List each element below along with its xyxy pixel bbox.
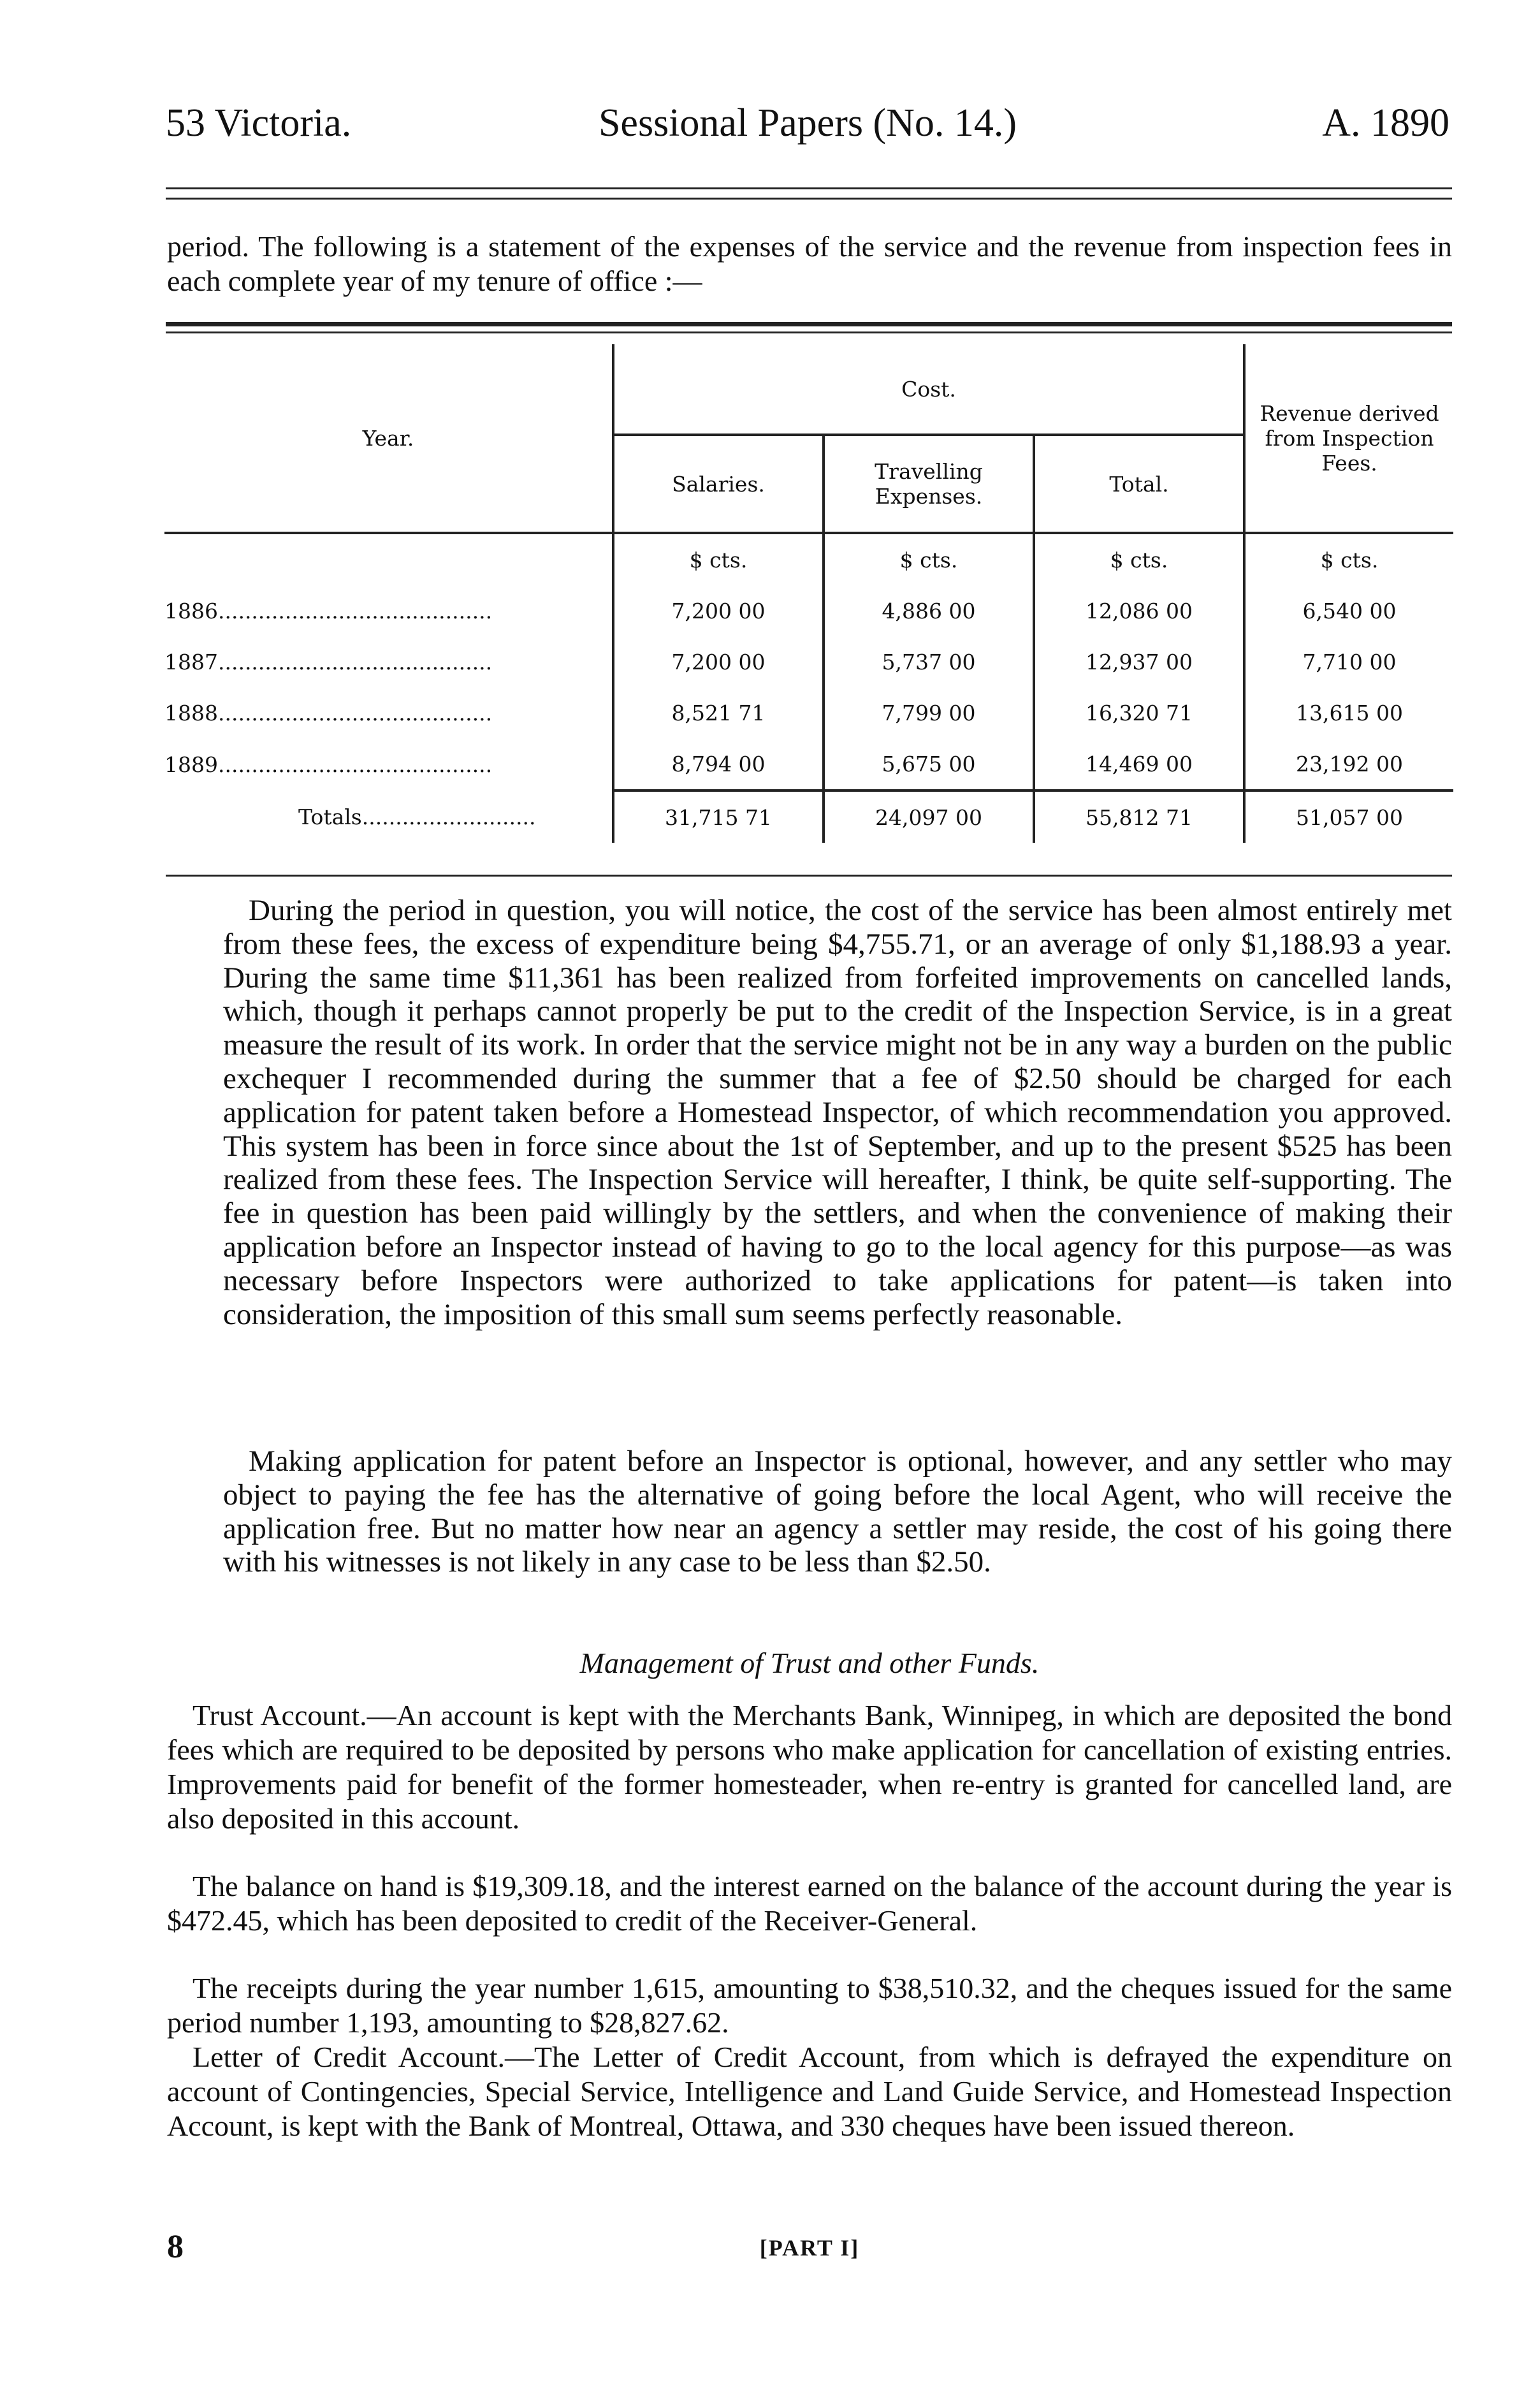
table-row	[164, 687, 1453, 738]
total-column-header: Total.	[1034, 435, 1244, 533]
paragraph-inspection-cost: During the period in question, you will notice, the cost of the service has been almost entirely met from these fees, the excess of expenditure being $4,755.71, or an average of only $1,188.93 a year. During the same time $11,361 has been realized from forfeited improvements on cancelled lands, which, though it perhaps cannot properly be put to the credit of the Inspection Service, is in a great measure the result of its work. In order that the service might not be in any way a burden on the public exchequer I recommended during the summer that a fee of $2.50 should be charged for each application for patent taken before a Homestead Inspector, of which recommendation you approved. This system has been in force since about the 1st of September, and up to the present $525 has been realized from these fees. The Inspection Service will hereafter, I think, be quite self-supporting. The fee in question has been paid willingly by the settlers, and when the convenience of making their application before an Inspector instead of having to go to the local agency for this purpose—as was necessary before Inspectors were authorized to take applications for patent—is taken into consideration, the imposition of this small sum seems perfectly reasonable.	[223, 894, 1452, 1331]
table-row	[164, 636, 1453, 687]
salaries-cell: 7,200 00	[613, 636, 824, 687]
table-bottom-rule	[166, 875, 1452, 877]
totals-label: Totals..........................	[298, 804, 536, 829]
header-rule-top	[166, 187, 1452, 189]
year-cell: 1887.........................................	[164, 649, 493, 674]
totals-salaries: 31,715 71	[613, 790, 824, 843]
year-cell: 1886.........................................	[164, 598, 493, 623]
revenue-cell: 7,710 00	[1244, 636, 1453, 687]
totals-total: 55,812 71	[1034, 790, 1244, 843]
running-head	[166, 101, 1449, 152]
cost-group-header: Cost.	[613, 344, 1244, 435]
travelling-cell: 4,886 00	[824, 585, 1034, 636]
paragraph-letter-of-credit: Letter of Credit Account.—The Letter of Credit Account, from which is defrayed the expenditure on account of Contingencies, Special Service, Intelligence and Land Guide Service, and Homestead Inspection Account, is kept with the Bank of Montreal, Ottawa, and 330 cheques have been issued thereon.	[167, 2041, 1452, 2142]
table-rule-thin	[166, 332, 1452, 333]
year-cell: 1889.........................................	[164, 752, 493, 777]
salaries-column-header: Salaries.	[613, 435, 824, 533]
salaries-cell: 8,521 71	[613, 687, 824, 738]
header-title: Sessional Papers (No. 14.)	[598, 101, 1017, 145]
travelling-column-header: Travelling Expenses.	[824, 435, 1034, 533]
paragraph-balance: The balance on hand is $19,309.18, and the interest earned on the balance of the account during the year is $472.45, which has been deposited to credit of the Receiver-General.	[167, 1870, 1452, 1937]
totals-travelling: 24,097 00	[824, 790, 1034, 843]
paragraph-trust-account: Trust Account.—An account is kept with the Merchants Bank, Winnipeg, in which are deposited the bond fees which are required to be deposited by persons who make application for cancellation of existing entries. Improvements paid for benefit of the former homesteader, when re-entry is granted for cancelled land, are also deposited in this account.	[167, 1699, 1452, 1835]
paragraph-patent-application: Making application for patent before an Inspector is optional, however, and any settler who may object to paying the fee has the alternative of going before the local Agent, who will receive the application free. But no matter how near an agency a settler may reside, the cost of his going there with his witnesses is not likely in any case to be less than $2.50.	[223, 1445, 1452, 1579]
header-rule-bottom	[166, 198, 1452, 200]
totals-revenue: 51,057 00	[1244, 790, 1453, 843]
header-year: A. 1890	[1322, 101, 1449, 145]
unit-label: $ cts.	[613, 533, 824, 585]
units-row	[164, 533, 1453, 585]
unit-label: $ cts.	[824, 533, 1034, 585]
part-label: [PART I]	[759, 2235, 860, 2261]
travelling-cell: 7,799 00	[824, 687, 1034, 738]
travelling-cell: 5,675 00	[824, 738, 1034, 790]
revenue-cell: 6,540 00	[1244, 585, 1453, 636]
revenue-cell: 23,192 00	[1244, 738, 1453, 790]
section-heading: Management of Trust and other Funds.	[579, 1647, 1040, 1679]
revenue-column-header: Revenue derived from Inspection Fees.	[1244, 344, 1453, 533]
revenue-cell: 13,615 00	[1244, 687, 1453, 738]
year-column-header: Year.	[164, 344, 613, 533]
travelling-cell: 5,737 00	[824, 636, 1034, 687]
unit-label: $ cts.	[1244, 533, 1453, 585]
table-row	[164, 585, 1453, 636]
total-cell: 14,469 00	[1034, 738, 1244, 790]
total-cell: 16,320 71	[1034, 687, 1244, 738]
paragraph-receipts: The receipts during the year number 1,615, amounting to $38,510.32, and the cheques issued for the same period number 1,193, amounting to $28,827.62.	[167, 1972, 1452, 2039]
table-rule-thick	[166, 322, 1452, 326]
expense-table	[164, 344, 1453, 843]
salaries-cell: 8,794 00	[613, 738, 824, 790]
unit-label: $ cts.	[1034, 533, 1244, 585]
page-footer	[167, 2228, 1452, 2266]
header-session: 53 Victoria.	[166, 101, 352, 145]
total-cell: 12,937 00	[1034, 636, 1244, 687]
table-row	[164, 738, 1453, 790]
total-cell: 12,086 00	[1034, 585, 1244, 636]
salaries-cell: 7,200 00	[613, 585, 824, 636]
intro-paragraph: period. The following is a statement of the expenses of the service and the revenue from inspection fees in each complete year of my tenure of office :—	[167, 230, 1452, 297]
year-cell: 1888.........................................	[164, 700, 493, 725]
totals-row	[164, 790, 1453, 843]
page-number: 8	[167, 2229, 184, 2265]
